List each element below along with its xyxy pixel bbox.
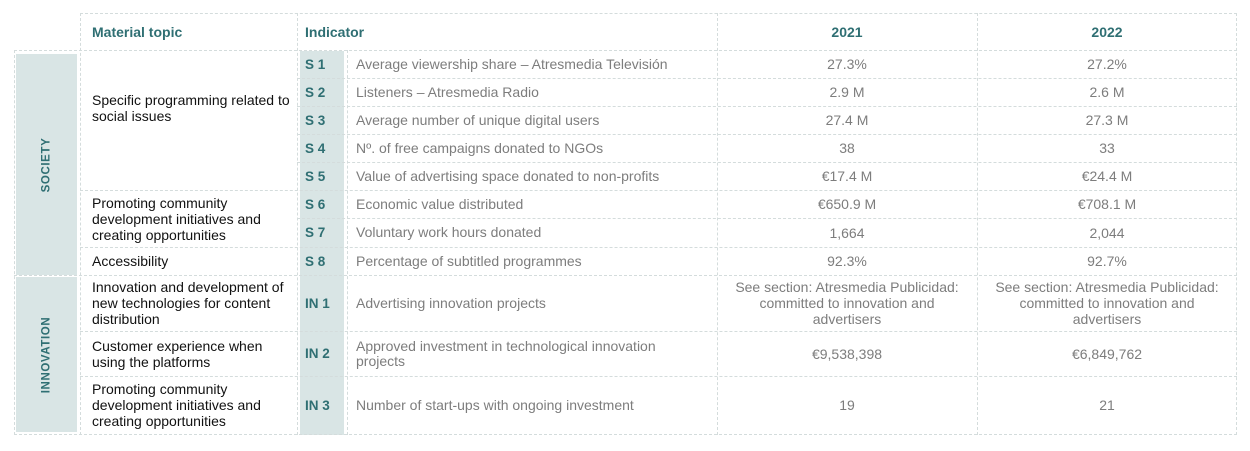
- indicators-table: [14, 13, 1237, 435]
- value-2021: 27.3%: [827, 56, 867, 72]
- indicator-name: Advertising innovation projects: [356, 294, 546, 311]
- value-2022: 27.3 M: [1085, 112, 1129, 128]
- indicator-name: Average number of unique digital users: [356, 111, 600, 128]
- topic-label: Specific programming related to social issues: [92, 92, 290, 124]
- value-2022: €708.1 M: [1077, 196, 1137, 212]
- value-2021: See section: Atresmedia Publicidad: committed to innovation and advertisers: [735, 279, 959, 327]
- value-2021: 1,664: [829, 224, 865, 241]
- value-2022: 27.2%: [1087, 56, 1127, 72]
- value-2021: 92.3%: [827, 253, 867, 269]
- indicator-code: S 8: [305, 253, 326, 269]
- indicator-name: Number of start-ups with ongoing investment: [356, 396, 634, 413]
- value-2021: €9,538,398: [811, 345, 883, 362]
- topic-label: Promoting community development initiatives and creating opportunities: [92, 381, 261, 429]
- indicator-name: Listeners – Atresmedia Radio: [356, 83, 539, 100]
- topic-label: Accessibility: [92, 253, 169, 269]
- topic-label: Customer experience when using the platforms: [92, 337, 263, 370]
- value-2021: 38: [839, 140, 855, 156]
- indicator-code: S 5: [305, 168, 326, 184]
- indicator-code: S 6: [305, 196, 326, 212]
- value-2022: See section: Atresmedia Publicidad: committed to innovation and advertisers: [995, 279, 1219, 327]
- indicator-name: Percentage of subtitled programmes: [356, 252, 582, 269]
- value-2022: 21: [1099, 397, 1115, 413]
- value-2022: 2.6 M: [1089, 84, 1125, 100]
- indicator-code: S 2: [305, 84, 326, 100]
- indicator-name: Value of advertising space donated to non-profits: [356, 167, 660, 184]
- indicator-name: Economic value distributed: [356, 195, 524, 212]
- value-2022: 92.7%: [1087, 253, 1127, 269]
- indicator-code: IN 3: [305, 397, 330, 413]
- topic-label: Innovation and development of new technologies for content distribution: [92, 279, 284, 327]
- sector-label-society: SOCIETY: [40, 137, 53, 192]
- sector-label-innovation: INNOVATION: [40, 316, 53, 393]
- indicator-code: IN 2: [305, 346, 330, 361]
- header-material-topic: Material topic: [92, 23, 183, 40]
- value-2021: €17.4 M: [821, 168, 873, 184]
- indicator-code: S 1: [305, 56, 326, 72]
- value-2021: 2.9 M: [829, 84, 865, 100]
- header-year-2021: 2021: [831, 23, 863, 40]
- indicator-code: S 3: [305, 112, 326, 128]
- indicator-name: Nº. of free campaigns donated to NGOs: [356, 139, 604, 156]
- value-2021: 19: [839, 397, 855, 413]
- indicator-name: Approved investment in technological innovation projects: [356, 337, 656, 369]
- topic-label: Promoting community development initiatives and creating opportunities: [92, 194, 261, 243]
- value-2021: 27.4 M: [825, 112, 869, 128]
- indicator-code: IN 1: [305, 295, 330, 311]
- header-indicator: Indicator: [305, 23, 365, 40]
- header-year-2022: 2022: [1091, 23, 1123, 40]
- value-2021: €650.9 M: [817, 196, 877, 212]
- value-2022: 33: [1099, 140, 1115, 156]
- value-2022: 2,044: [1089, 224, 1125, 241]
- indicator-name: Average viewership share – Atresmedia Televisión: [356, 55, 668, 72]
- value-2022: €24.4 M: [1081, 168, 1133, 184]
- value-2022: €6,849,762: [1071, 345, 1143, 362]
- indicator-name: Voluntary work hours donated: [356, 224, 542, 240]
- grid-line: [14, 434, 1237, 435]
- indicator-code: S 7: [305, 225, 326, 240]
- indicator-code: S 4: [305, 140, 326, 156]
